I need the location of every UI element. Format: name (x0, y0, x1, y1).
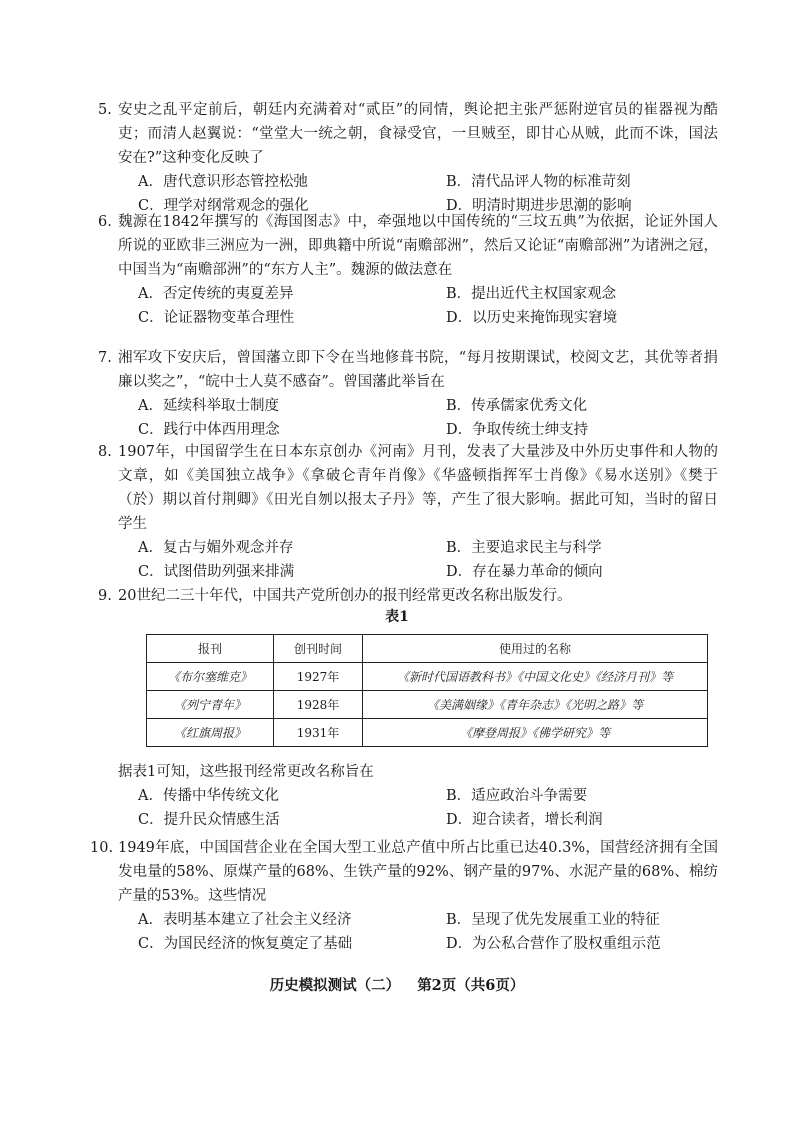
table-cell: 1927年 (274, 663, 363, 691)
question-stem: 魏源在1842年撰写的《海国图志》中，牵强地以中国传统的“三坟五典”为依据，论证外国人所说的亚欧非三洲应为一洲，即典籍中所说“南赡部洲”，然后又论证“南赡部洲”为诸洲之冠，中国当为“南赡部洲”的“东方人主”。魏源的做法意在 (118, 214, 718, 278)
question-number: 8. (98, 444, 112, 460)
option-a: A．唐代意识形态管控松弛 (138, 174, 308, 190)
option-a: A．延续科举取士制度 (138, 398, 279, 414)
table-header-cell: 使用过的名称 (363, 635, 708, 663)
option-a: A．复古与媚外观念并存 (138, 540, 294, 556)
question-number: 9. (98, 588, 112, 604)
table-header-cell: 报刊 (147, 635, 274, 663)
question-6 (98, 210, 718, 330)
question-5 (98, 98, 718, 218)
options (118, 394, 718, 442)
table-cell: 《新时代国语教科书》《中国文化史》《经济月刊》等 (363, 663, 708, 691)
option-b: B．适应政治斗争需要 (446, 788, 588, 804)
option-a: A．表明基本建立了社会主义经济 (138, 912, 352, 928)
option-d: D．存在暴力革命的倾向 (446, 564, 603, 580)
option-b: B．提出近代主权国家观念 (446, 286, 617, 302)
page-footer (0, 974, 794, 995)
table-cell: 《列宁青年》 (147, 691, 274, 719)
question-9 (98, 584, 718, 608)
question-number: 10. (90, 840, 114, 856)
question-stem: 1907年，中国留学生在日本东京创办《河南》月刊，发表了大量涉及中外历史事件和人物的文章，如《美国独立战争》《拿破仑青年肖像》《华盛顿指挥军士肖像》《易水送别》《樊于（於）期以首付荆卿》《田光自刎以报太子丹》等，产生了很大影响。据此可知，当时的留日学生 (118, 444, 718, 532)
option-d: D．迎合读者，增长利润 (446, 812, 603, 828)
options (118, 536, 718, 584)
table-cell: 《美满姻缘》《青年杂志》《光明之路》等 (363, 691, 708, 719)
question-stem: 安史之乱平定前后，朝廷内充满着对“贰臣”的同情，舆论把主张严惩附逆官员的崔器视为酷吏；而清人赵翼说：“堂堂大一统之朝，食禄受官，一旦贼至，即甘心从贼，此而不诛，国法安在?”这种变化反映了 (118, 102, 718, 166)
question-9-continued (118, 760, 718, 832)
table-row (147, 691, 708, 719)
question-number: 6. (98, 214, 112, 230)
table-cell: 1928年 (274, 691, 363, 719)
table-cell: 《红旗周报》 (147, 719, 274, 747)
option-a: A．否定传统的夷夏差异 (138, 286, 294, 302)
options (118, 282, 718, 330)
table-header-cell: 创刊时间 (274, 635, 363, 663)
table-row (147, 719, 708, 747)
question-stem: 20世纪二三十年代，中国共产党所创办的报刊经常更改名称出版发行。 (118, 588, 572, 604)
option-c: C．理学对纲常观念的强化 (138, 198, 309, 214)
option-d: D．争取传统士绅支持 (446, 422, 589, 438)
option-b: B．清代品评人物的标准苛刻 (446, 174, 631, 190)
options (118, 784, 718, 832)
table-caption: 表1 (385, 609, 409, 625)
question-number: 5. (98, 102, 112, 118)
option-d: D．明清时期进步思潮的影响 (446, 198, 632, 214)
option-c: C．提升民众情感生活 (138, 812, 280, 828)
option-b: B．主要追求民主与科学 (446, 540, 602, 556)
option-d: D．以历史来掩饰现实窘境 (446, 310, 618, 326)
question-stem: 1949年底，中国国营企业在全国大型工业总产值中所占比重已达40.3%，国营经济拥有全国发电量的58%、原煤产量的68%、生铁产量的92%、钢产量的97%、水泥产量的68%、棉纺产量的53%。这些情况 (118, 840, 718, 904)
table-1 (146, 634, 708, 747)
option-b: B．传承儒家优秀文化 (446, 398, 588, 414)
table-cell: 《摩登周报》《佛学研究》等 (363, 719, 708, 747)
question-number: 7. (98, 350, 112, 366)
option-c: C．践行中体西用理念 (138, 422, 280, 438)
question-7 (98, 346, 718, 442)
question-10 (90, 836, 718, 956)
page-number: 第2页（共6页） (417, 977, 525, 994)
option-a: A．传播中华传统文化 (138, 788, 279, 804)
table-row (147, 663, 708, 691)
table-cell: 《布尔塞维克》 (147, 663, 274, 691)
question-follow-up: 据表1可知，这些报刊经常更改名称旨在 (118, 764, 374, 780)
table-cell: 1931年 (274, 719, 363, 747)
option-b: B．呈现了优先发展重工业的特征 (446, 912, 660, 928)
exam-title: 历史模拟测试（二） (269, 977, 401, 994)
options (118, 908, 718, 956)
question-8 (98, 440, 718, 584)
table-header-row (147, 635, 708, 663)
question-stem: 湘军攻下安庆后，曾国藩立即下令在当地修葺书院，“每月按期课试，校阅文艺，其优等者捐廉以奖之”，“皖中士人莫不感奋”。曾国藩此举旨在 (118, 350, 718, 390)
option-d: D．为公私合营作了股权重组示范 (446, 936, 661, 952)
option-c: C．试图借助列强来排满 (138, 564, 295, 580)
option-c: C．为国民经济的恢复奠定了基础 (138, 936, 353, 952)
option-c: C．论证器物变革合理性 (138, 310, 295, 326)
